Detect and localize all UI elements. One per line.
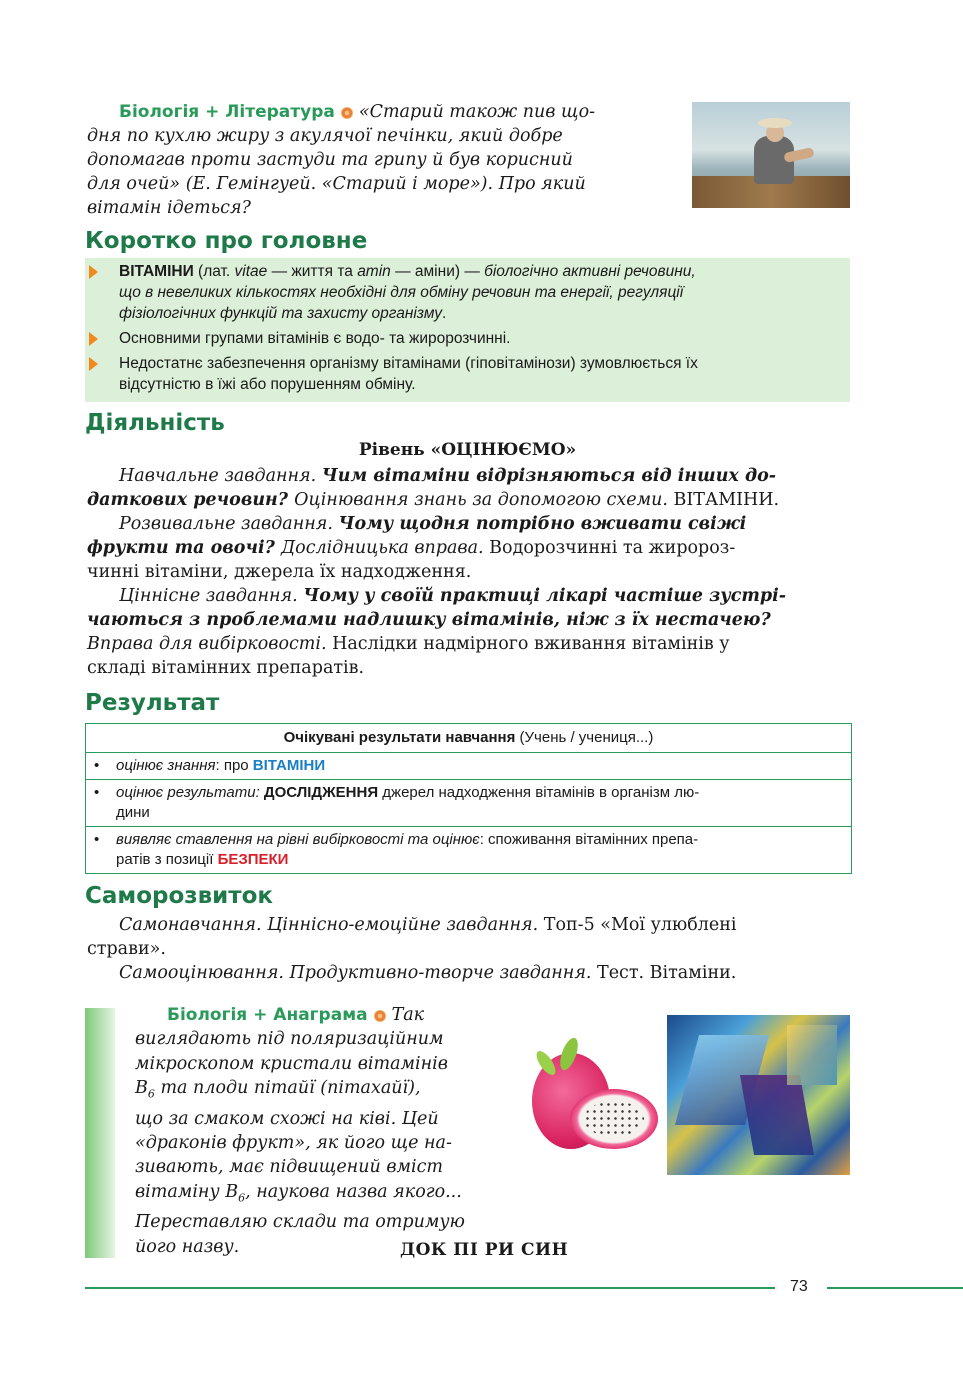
arrow-right-icon xyxy=(89,332,98,346)
value-task-method: Вправа для вибірковості. xyxy=(87,634,333,654)
dev-task-label: Розвивальне завдання. xyxy=(119,514,339,534)
bullet: • xyxy=(94,831,100,848)
summary-item-groups: Основними групами вітамінів є водо- та жиророзчинні. xyxy=(119,330,511,347)
activity-title: Діяльність xyxy=(85,410,225,436)
footer-line-right xyxy=(827,1287,963,1289)
flower-icon xyxy=(341,107,353,119)
dragon-fruit-image xyxy=(532,1035,664,1165)
learning-task-label: Навчальне завдання. xyxy=(119,466,322,486)
footer-line-left xyxy=(85,1287,775,1289)
anagram-heading: Біологія + Анаграма xyxy=(167,1005,368,1025)
learning-task-method: Оцінювання знань за допомогою схеми. xyxy=(294,490,674,510)
selfstudy-topic-2: страви». xyxy=(87,939,166,959)
row2-rest-2: дини xyxy=(116,804,150,821)
anagram-line: зивають, має підвищений вміст xyxy=(135,1157,444,1178)
anagram-side-bar xyxy=(85,1008,115,1258)
anagram-line: вітаміну xyxy=(135,1181,220,1202)
intro-line-3: допомагав проти застуди та грипу й був корисний xyxy=(87,150,573,170)
bullet: • xyxy=(94,784,100,801)
vitamin-b: B xyxy=(135,1077,148,1098)
summary-item-deficiency xyxy=(119,353,841,395)
results-header-rest: (Учень / учениця...) xyxy=(515,729,654,746)
intro-heading: Біологія + Література xyxy=(119,102,335,122)
intro-paragraph xyxy=(87,100,669,220)
selfassessment-topic: Тест. Вітаміни. xyxy=(597,963,737,983)
anagram-text-1: Так xyxy=(391,1005,425,1025)
item1-text-a: (лат. xyxy=(193,263,235,280)
summary-title: Коротко про головне xyxy=(85,228,368,254)
crystal-shard xyxy=(787,1025,837,1085)
deficiency-line-1: Недостатнє забезпечення організму вітамінами (гіповітамінози) зумовлюється їх xyxy=(119,355,698,372)
row3-rest-2: ратів з позиції xyxy=(116,851,218,868)
arrow-right-icon xyxy=(89,357,98,371)
vitamin-b-sub: 6 xyxy=(147,1087,155,1101)
anagram-line: мікроскопом кристали вітамінів xyxy=(135,1053,448,1074)
anagram-line: його назву. xyxy=(135,1236,240,1257)
learning-task-topic: ВІТАМІНИ. xyxy=(673,490,780,510)
dev-task-method: Дослідницька вправа. xyxy=(280,538,490,558)
value-task-label: Ціннісне завдання. xyxy=(119,586,304,606)
row3-rest: : споживання вітамінних препа- xyxy=(479,831,699,848)
intro-text-1: «Старий також пив що- xyxy=(358,102,596,122)
dragon-fruit-seeds xyxy=(584,1101,644,1137)
anagram-line: виглядають під поляризаційним xyxy=(135,1029,444,1050)
old-man-image xyxy=(692,102,850,208)
dev-task-topic-1: Водорозчинні та жиророз- xyxy=(489,538,736,558)
arrow-right-icon xyxy=(89,265,98,279)
intro-line-5: вітамін ідеться? xyxy=(87,198,251,218)
row2-rest: джерел надходження вітамінів в організм лю- xyxy=(378,784,700,801)
latin-vitae: vitae xyxy=(234,263,268,280)
row1-rest: : про xyxy=(215,757,253,774)
anagram-line: «драконів фрукт», як його ще на- xyxy=(135,1132,452,1153)
anagram-line: що за смаком схожі на ківі. Цей xyxy=(135,1108,439,1129)
dev-task-question-2: фрукти та овочі? xyxy=(87,538,281,558)
results-row-research xyxy=(86,779,851,826)
value-task-topic-2: складі вітамінних препаратів. xyxy=(87,658,365,678)
vitamins-term: ВІТАМІНИ xyxy=(119,263,194,280)
item1-text-b: — життя та xyxy=(267,263,358,280)
anagram-line: Переставляю склади та отримую xyxy=(135,1212,465,1233)
definition-line-2: що в невеликих кількостях необхідні для обміну речовин та енергії, регуляції xyxy=(119,284,684,301)
row3-highlight: БЕЗПЕКИ xyxy=(217,851,289,868)
anagram-answer: ДОК ПІ РИ СИН xyxy=(400,1240,569,1260)
results-table xyxy=(85,723,852,874)
bullet: • xyxy=(94,757,100,774)
value-task-question-2: чаються з проблемами надлишку вітамінів, ніж з їх нестачею? xyxy=(87,610,771,630)
row1-highlight: ВІТАМІНИ xyxy=(252,757,326,774)
value-task-question-1: Чому у своїй практиці лікарі частіше зустрі- xyxy=(303,586,787,606)
row3-italic: виявляє ставлення на рівні вибірковості та оцінює xyxy=(116,831,480,848)
summary-item-vitamins xyxy=(119,261,841,324)
latin-amin: amin xyxy=(357,263,391,280)
selfstudy-label: Самонавчання. Ціннісно-емоційне завдання. xyxy=(119,915,544,935)
dev-task-question-1: Чому щодня потрібно вживати свіжі xyxy=(338,514,747,534)
page-number: 73 xyxy=(790,1278,808,1295)
deficiency-line-2: відсутністю в їжі або порушенням обміну. xyxy=(119,376,416,393)
item1-text-c: — аміни) — xyxy=(390,263,485,280)
row1-italic: оцінює знання xyxy=(116,757,216,774)
row2-bold: ДОСЛІДЖЕННЯ xyxy=(263,784,379,801)
value-task-topic-1: Наслідки надмірного вживання вітамінів у xyxy=(332,634,730,654)
selfdev-paragraphs xyxy=(87,913,850,985)
definition-line-3: фізіологічних функцій та захисту організму xyxy=(119,305,443,322)
vitamin-crystals-image xyxy=(667,1015,850,1175)
results-header-bold: Очікувані результати навчання xyxy=(283,729,516,746)
flower-icon xyxy=(374,1010,386,1022)
anagram-paragraph: Біологія + Анаграма Так виглядають під поляризаційним мікроскопом кристали вітамінів $B_6$ та плоди пітайї (пітахайї), що за смаком схожі на ківі. Цей «драконів фрукт», як його ще на- зивають, має підвищений вміст вітаміну $B_6$, наукова назва якого... Переставляю склади та отримую його назву. xyxy=(135,1003,517,1259)
results-header xyxy=(86,724,851,752)
vitamin-b-sub: 6 xyxy=(238,1191,246,1205)
selfstudy-topic-1: Топ-5 «Мої улюблені xyxy=(543,915,737,935)
definition-end: . xyxy=(442,305,447,322)
anagram-line: наукова назва якого... xyxy=(256,1181,462,1202)
results-row-attitude xyxy=(86,826,851,873)
learning-task-question-1: Чим вітаміни відрізняються від інших до- xyxy=(321,466,777,486)
activity-paragraphs xyxy=(87,464,850,680)
results-row-knowledge xyxy=(86,752,851,779)
summary-box xyxy=(85,258,850,402)
figure-hat xyxy=(758,118,792,128)
dev-task-topic-2: чинні вітаміни, джерела їх надходження. xyxy=(87,562,472,582)
vitamin-b: B xyxy=(225,1181,239,1202)
row2-italic: оцінює результати: xyxy=(116,784,264,801)
results-title: Результат xyxy=(85,690,220,716)
selfassessment-label: Самооцінювання. Продуктивно-творче завдання. xyxy=(119,963,598,983)
level-heading: Рівень «ОЦІНЮЄМО» xyxy=(358,440,577,460)
anagram-line: та плоди пітайї (пітахайї), xyxy=(160,1077,421,1098)
crystal-shard xyxy=(740,1075,814,1155)
selfdev-title: Саморозвиток xyxy=(85,883,274,909)
intro-line-2: дня по кухлю жиру з акулячої печінки, який добре xyxy=(87,126,563,146)
definition-line-1: біологічно активні речовини, xyxy=(484,263,696,280)
learning-task-question-2: даткових речовин? xyxy=(87,490,295,510)
intro-line-4: для очей» (Е. Гемінгуей. «Старий і море»). Про який xyxy=(87,174,586,194)
